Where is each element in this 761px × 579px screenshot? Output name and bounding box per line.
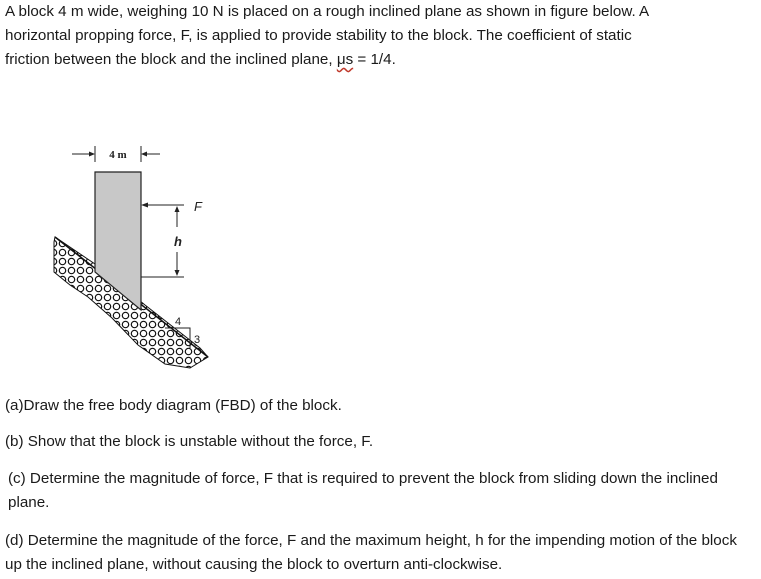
problem-statement [5, 0, 757, 72]
width-dim-right-arrowhead [141, 152, 147, 157]
question-d: (d) Determine the magnitude of the force, F and the maximum height, h for the impending motion of the block up the inclined plane, without causing the block to overturn anti-clockwise. [5, 532, 737, 573]
height-dim-lower-arrowhead [175, 270, 180, 276]
question-c: (c) Determine the magnitude of force, F that is required to prevent the block from sliding down the inclined plane. [8, 470, 718, 511]
force-arrowhead [141, 203, 148, 208]
width-label: 4 m [109, 149, 127, 161]
question-a: (a)Draw the free body diagram (FBD) of the block. [5, 397, 342, 414]
intro-line-1: A block 4 m wide, weighing 10 N is placed on a rough inclined plane as shown in figure below. A [5, 3, 650, 20]
width-dim-left-arrowhead [89, 152, 95, 157]
slope-rise-label: 3 [194, 334, 201, 346]
height-label: h [174, 234, 182, 249]
force-label: F [194, 199, 202, 214]
intro-line-3-end: = 1/4. [353, 51, 396, 68]
inclined-plane-figure [40, 140, 240, 380]
intro-line-3: friction between the block and the inclined plane, [5, 51, 337, 68]
slope-run-label: 4 [174, 316, 182, 328]
intro-line-2: horizontal propping force, F, is applied to provide stability to the block. The coefficient of static [5, 27, 632, 44]
height-dim-upper-arrowhead [175, 206, 180, 212]
mu-symbol: μs [336, 51, 354, 68]
question-b: (b) Show that the block is unstable without the force, F. [5, 433, 374, 450]
